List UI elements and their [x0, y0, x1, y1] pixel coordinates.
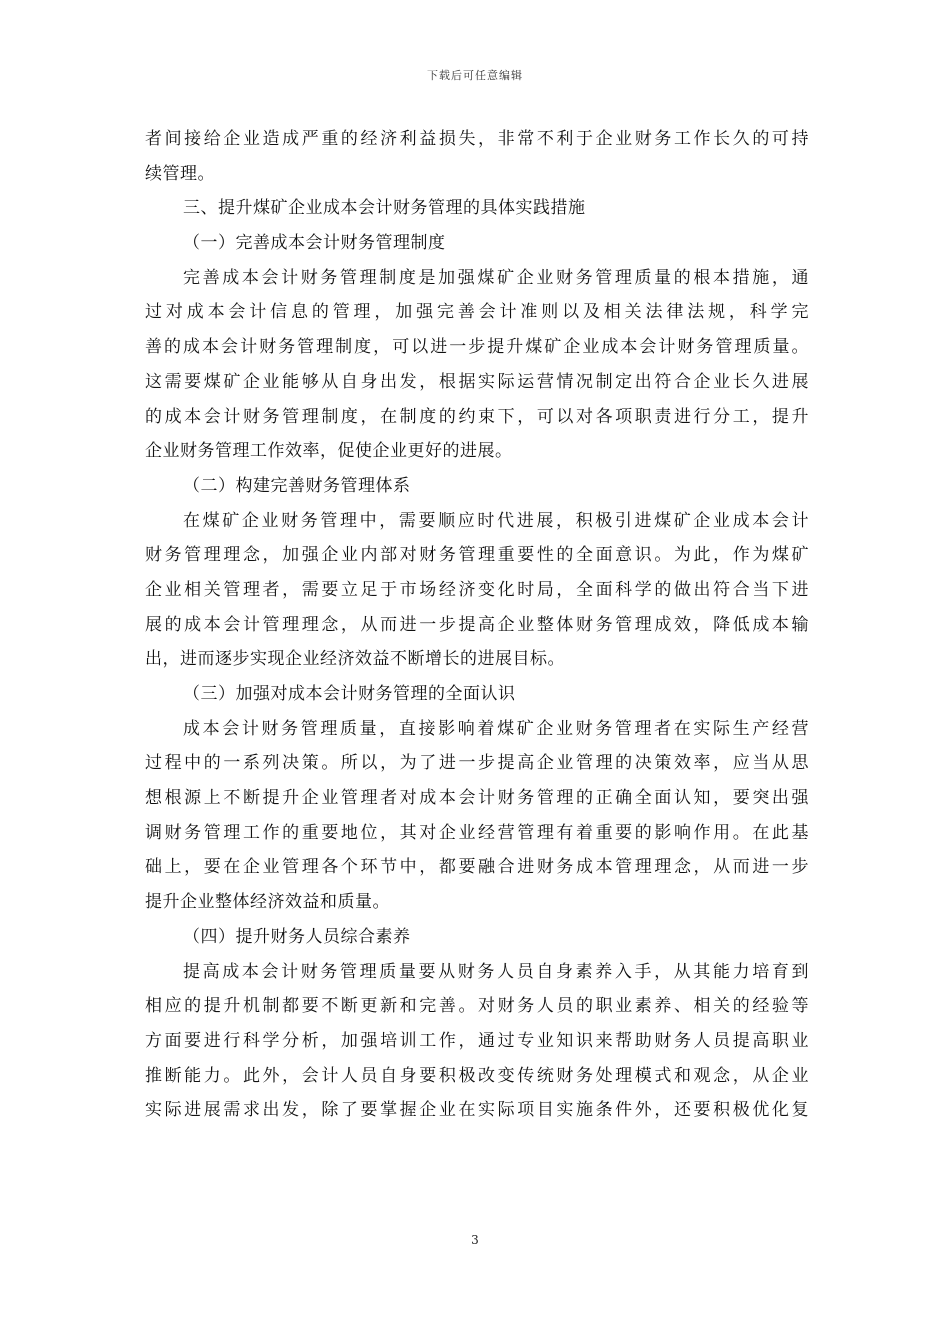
body-line: 者间接给企业造成严重的经济利益损失，非常不利于企业财务工作长久的可持 — [145, 129, 809, 149]
subsection-heading: （三）加强对成本会计财务管理的全面认识 — [183, 684, 516, 704]
body-line: 提升企业整体经济效益和质量。 — [145, 892, 390, 913]
body-line: 过对成本会计信息的管理，加强完善会计准则以及相关法律法规，科学完 — [145, 302, 809, 323]
body-line: 这需要煤矿企业能够从自身出发，根据实际运营情况制定出符合企业长久进展 — [145, 371, 809, 392]
page-number: 3 — [471, 1233, 479, 1247]
body-line: 方面要进行科学分析，加强培训工作，通过专业知识来帮助财务人员提高职业 — [145, 1030, 809, 1051]
body-line: 实际进展需求出发，除了要掌握企业在实际项目实施条件外，还要积极优化复 — [145, 1100, 809, 1121]
body-line: 财务管理理念，加强企业内部对财务管理重要性的全面意识。为此，作为煤矿 — [145, 545, 809, 566]
body-line: 企业相关管理者，需要立足于市场经济变化时局，全面科学的做出符合当下进 — [145, 579, 809, 600]
subsection-heading: （一）完善成本会计财务管理制度 — [183, 233, 446, 254]
body-line: 善的成本会计财务管理制度，可以进一步提升煤矿企业成本会计财务管理质量。 — [145, 337, 809, 358]
body-line: 在煤矿企业财务管理中，需要顺应时代进展，积极引进煤矿企业成本会计 — [183, 510, 809, 531]
body-line: 过程中的一系列决策。所以，为了进一步提高企业管理的决策效率，应当从思 — [145, 753, 809, 774]
body-line: 展的成本会计管理理念，从而进一步提高企业整体财务管理成效，降低成本输 — [145, 614, 809, 635]
subsection-heading: （二）构建完善财务管理体系 — [183, 475, 411, 496]
subsection-heading: （四）提升财务人员综合素养 — [183, 926, 411, 947]
body-line: 提高成本会计财务管理质量要从财务人员自身素养入手，从其能力培育到 — [183, 961, 809, 982]
body-line: 础上，要在企业管理各个环节中，都要融合进财务成本管理理念，从而进一步 — [145, 857, 809, 878]
body-line: 企业财务管理工作效率，促使企业更好的进展。 — [145, 441, 513, 462]
section-heading: 三、提升煤矿企业成本会计财务管理的具体实践措施 — [183, 198, 586, 219]
page-header-note: 下载后可任意编辑 — [427, 69, 523, 82]
body-line: 推断能力。此外，会计人员自身要积极改变传统财务处理模式和观念，从企业 — [145, 1065, 809, 1086]
body-line: 调财务管理工作的重要地位，其对企业经营管理有着重要的影响作用。在此基 — [145, 822, 809, 843]
body-line: 的成本会计财务管理制度，在制度的约束下，可以对各项职责进行分工，提升 — [145, 406, 809, 427]
body-line: 想根源上不断提升企业管理者对成本会计财务管理的正确全面认知，要突出强 — [145, 788, 809, 809]
body-line: 成本会计财务管理质量，直接影响着煤矿企业财务管理者在实际生产经营 — [183, 718, 809, 739]
body-line: 完善成本会计财务管理制度是加强煤矿企业财务管理质量的根本措施，通 — [183, 267, 809, 288]
document-body — [145, 122, 809, 1128]
body-line: 续管理。 — [145, 163, 215, 184]
body-line: 出，进而逐步实现企业经济效益不断增长的进展目标。 — [145, 649, 565, 670]
body-line: 相应的提升机制都要不断更新和完善。对财务人员的职业素养、相关的经验等 — [145, 996, 809, 1017]
